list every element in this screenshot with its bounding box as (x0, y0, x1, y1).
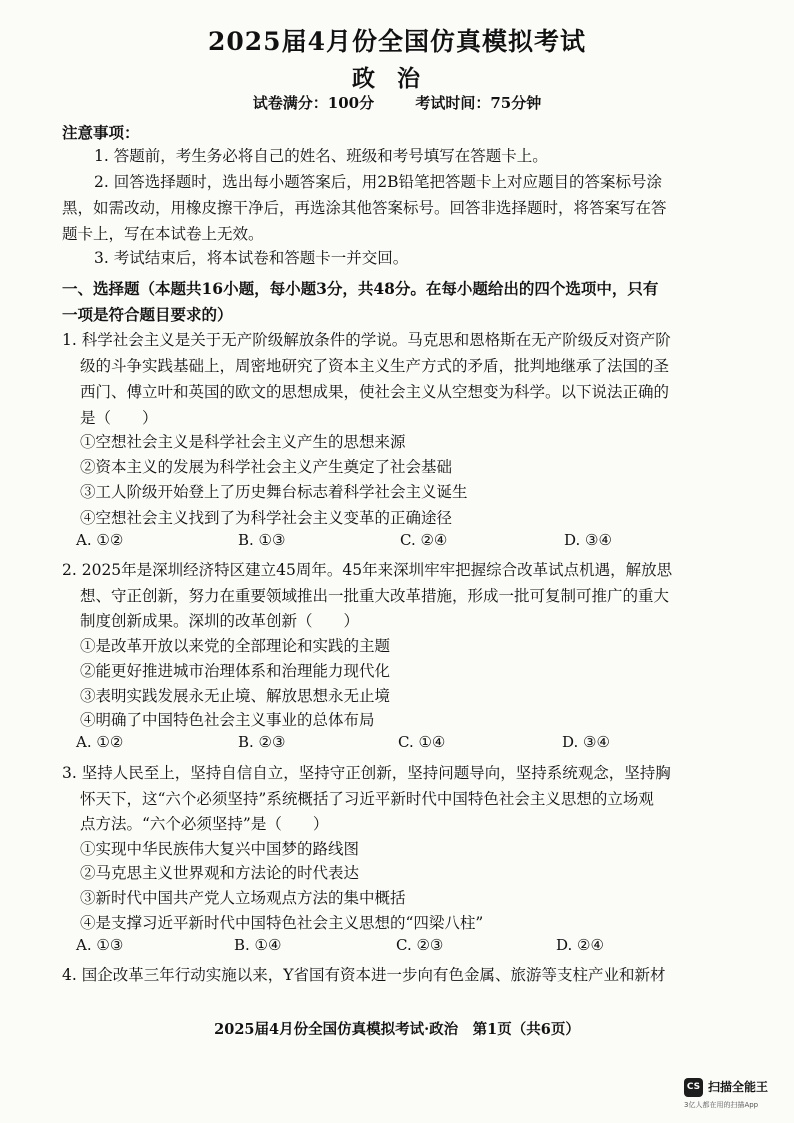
section-heading: 一、选择题（本题共16小题，每小题3分，共48分。在每小题给出的四个选项中，只有 (62, 279, 659, 298)
option-b: B. ②③ (238, 733, 286, 751)
question-1-item: ②资本主义的发展为科学社会主义产生奠定了社会基础 (80, 458, 453, 476)
question-1-stem: 级的斗争实践基础上，周密地研究了资本主义生产方式的矛盾，批判地继承了法国的圣 (80, 357, 670, 375)
exam-time: 考试时间：75分钟 (415, 94, 542, 112)
question-3-options (76, 936, 736, 962)
option-b: B. ①③ (238, 531, 286, 549)
note-line: 黑，如需改动，用橡皮擦干净后，再选涂其他答案标号。回答非选择题时，将答案写在答 (62, 199, 667, 217)
question-3-stem: 点方法。“六个必须坚持”是（ ） (80, 815, 329, 833)
question-1-item: ①空想社会主义是科学社会主义产生的思想来源 (80, 433, 406, 451)
option-a: A. ①② (76, 531, 124, 549)
question-2-item: ①是改革开放以来党的全部理论和实践的主题 (80, 637, 391, 655)
option-a: A. ①② (76, 733, 124, 751)
question-2-item: ④明确了中国特色社会主义事业的总体布局 (80, 711, 375, 729)
question-3-stem: 怀天下，这“六个必须坚持”系统概括了习近平新时代中国特色社会主义思想的立场观 (80, 790, 654, 808)
note-line: 2. 回答选择题时，选出每小题答案后，用2B铅笔把答题卡上对应题目的答案标号涂 (94, 173, 662, 191)
option-a: A. ①③ (76, 936, 124, 954)
question-2-item: ②能更好推进城市治理体系和治理能力现代化 (80, 662, 391, 680)
question-2-stem: 想、守正创新，努力在重要领域推出一批重大改革措施，形成一批可复制可推广的重大 (80, 587, 670, 605)
note-line: 3. 考试结束后，将本试卷和答题卡一并交回。 (94, 249, 409, 267)
option-c: C. ①④ (398, 733, 446, 751)
section-heading: 一项是符合题目要求的） (62, 305, 233, 324)
question-1-item: ④空想社会主义找到了为科学社会主义变革的正确途径 (80, 509, 453, 527)
option-c: C. ②④ (400, 531, 448, 549)
question-3-stem: 3. 坚持人民至上，坚持自信自立，坚持守正创新，坚持问题导向，坚持系统观念，坚持胸 (62, 764, 671, 782)
note-line: 题卡上，写在本试卷上无效。 (62, 225, 264, 243)
question-3-item: ③新时代中国共产党人立场观点方法的集中概括 (80, 889, 406, 907)
question-3-item: ②马克思主义世界观和方法论的时代表达 (80, 864, 360, 882)
question-2-options (76, 733, 736, 759)
question-1-options (76, 531, 736, 557)
camscanner-logo-icon: CS (684, 1078, 703, 1097)
exam-title: 2025届4月份全国仿真模拟考试 (208, 27, 586, 56)
scanner-watermark (684, 1076, 784, 1116)
watermark-name: 扫描全能王 (708, 1080, 769, 1094)
option-d: D. ②④ (556, 936, 604, 954)
option-c: C. ②③ (396, 936, 444, 954)
question-3-item: ①实现中华民族伟大复兴中国梦的路线图 (80, 840, 360, 858)
note-line: 1. 答题前，考生务必将自己的姓名、班级和考号填写在答题卡上。 (94, 147, 548, 165)
full-score: 试卷满分：100分 (252, 94, 375, 112)
question-2-stem: 制度创新成果。深圳的改革创新（ ） (80, 612, 360, 630)
exam-meta (0, 92, 794, 113)
question-4-stem: 4. 国企改革三年行动实施以来，Y省国有资本进一步向有色金属、旅游等支柱产业和新材 (62, 966, 666, 984)
question-1-item: ③工人阶级开始登上了历史舞台标志着科学社会主义诞生 (80, 483, 468, 501)
notes-heading: 注意事项： (62, 123, 140, 142)
watermark-tagline: 3亿人都在用的扫描App (684, 1101, 759, 1109)
question-1-stem: 西门、傅立叶和英国的欧文的思想成果，使社会主义从空想变为科学。以下说法正确的 (80, 383, 670, 401)
question-1-stem: 1. 科学社会主义是关于无产阶级解放条件的学说。马克思和恩格斯在无产阶级反对资产阶 (62, 331, 671, 349)
option-d: D. ③④ (562, 733, 610, 751)
subject-title: 政治 (352, 65, 442, 92)
page-footer: 2025届4月份全国仿真模拟考试·政治 第1页（共6页） (214, 1021, 580, 1038)
option-b: B. ①④ (234, 936, 282, 954)
option-d: D. ③④ (564, 531, 612, 549)
question-2-item: ③表明实践发展永无止境、解放思想永无止境 (80, 687, 391, 705)
question-3-item: ④是支撑习近平新时代中国特色社会主义思想的“四梁八柱” (80, 914, 484, 932)
question-1-stem: 是（ ） (80, 409, 158, 427)
question-2-stem: 2. 2025年是深圳经济特区建立45周年。45年来深圳牢牢把握综合改革试点机遇，解放思 (62, 561, 673, 579)
